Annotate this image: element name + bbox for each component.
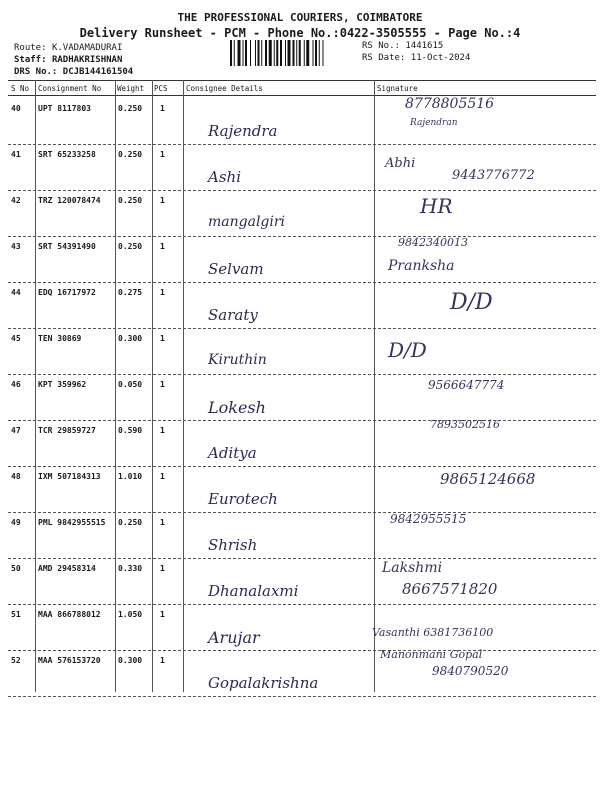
barcode-bar bbox=[261, 40, 262, 66]
barcode-bar bbox=[258, 40, 260, 66]
row-divider bbox=[8, 466, 596, 467]
weight-cell: 0.330 bbox=[118, 564, 143, 573]
sno-cell: 44 bbox=[11, 288, 21, 297]
weight-cell: 0.250 bbox=[118, 242, 143, 251]
pcs-cell: 1 bbox=[160, 196, 165, 205]
table-row bbox=[8, 648, 596, 702]
row-divider bbox=[8, 190, 596, 191]
sno-cell: 52 bbox=[11, 656, 21, 665]
sno-cell: 45 bbox=[11, 334, 21, 343]
row-divider bbox=[8, 144, 596, 145]
row-divider bbox=[8, 282, 596, 283]
rs-no-info bbox=[362, 41, 443, 51]
table-row bbox=[8, 472, 596, 518]
consignee-name: Lokesh bbox=[208, 398, 266, 417]
barcode-bar bbox=[245, 40, 247, 66]
sno-cell: 48 bbox=[11, 472, 21, 481]
pcs-cell: 1 bbox=[160, 334, 165, 343]
weight-cell: 0.250 bbox=[118, 150, 143, 159]
pcs-cell: 1 bbox=[160, 564, 165, 573]
signature-text: HR bbox=[420, 194, 453, 218]
weight-cell: 1.050 bbox=[118, 610, 143, 619]
table-row bbox=[8, 610, 596, 656]
consignee-name: Gopalakrishna bbox=[208, 674, 319, 692]
barcode-bar bbox=[299, 40, 301, 66]
table-row bbox=[8, 236, 596, 288]
sno-cell: 41 bbox=[11, 150, 21, 159]
consignment-no-cell: EDQ 16717972 bbox=[38, 288, 96, 297]
row-divider bbox=[8, 420, 596, 421]
consignee-name: Dhanalaxmi bbox=[208, 582, 299, 600]
consignee-name: Eurotech bbox=[208, 490, 278, 508]
header-sno: S No bbox=[11, 84, 30, 93]
row-divider bbox=[8, 236, 596, 237]
route-info bbox=[14, 43, 122, 53]
pcs-cell: 1 bbox=[160, 242, 165, 251]
table-row bbox=[8, 560, 596, 610]
signature-text: Lakshmi bbox=[382, 560, 443, 576]
barcode-bar bbox=[230, 40, 232, 66]
pcs-cell: 1 bbox=[160, 380, 165, 389]
signature-text: 9840790520 bbox=[432, 664, 509, 678]
row-divider bbox=[8, 650, 596, 651]
barcode-bar bbox=[274, 40, 275, 66]
table-row bbox=[8, 380, 596, 426]
barcode-bar bbox=[234, 40, 235, 66]
pcs-cell: 1 bbox=[160, 150, 165, 159]
sno-cell: 50 bbox=[11, 564, 21, 573]
barcode-bar bbox=[306, 40, 309, 66]
consignment-no-cell: TCR 29859727 bbox=[38, 426, 96, 435]
signature-text: 8667571820 bbox=[402, 580, 498, 598]
barcode-bar bbox=[296, 40, 297, 66]
sno-cell: 46 bbox=[11, 380, 21, 389]
consignee-name: Selvam bbox=[208, 260, 264, 278]
signature-text: D/D bbox=[388, 338, 427, 362]
pcs-cell: 1 bbox=[160, 518, 165, 527]
signature-text: Vasanthi 6381736100 bbox=[372, 626, 494, 639]
consignment-no-cell: AMD 29458314 bbox=[38, 564, 96, 573]
weight-cell: 0.050 bbox=[118, 380, 143, 389]
barcode-bar bbox=[319, 40, 320, 66]
sno-cell: 40 bbox=[11, 104, 21, 113]
sno-cell: 42 bbox=[11, 196, 21, 205]
rs-date-info bbox=[362, 53, 470, 63]
barcode-bar bbox=[276, 40, 278, 66]
barcode-bar bbox=[255, 40, 256, 66]
row-divider bbox=[8, 604, 596, 605]
barcode-bar bbox=[323, 40, 324, 66]
signature-text: 9566647774 bbox=[428, 378, 505, 392]
pcs-cell: 1 bbox=[160, 426, 165, 435]
signature-text: Pranksha bbox=[388, 258, 455, 274]
signature-text: 8778805516 bbox=[405, 96, 495, 112]
barcode-bar bbox=[250, 40, 251, 66]
barcode-bar bbox=[293, 40, 295, 66]
weight-cell: 0.275 bbox=[118, 288, 143, 297]
rs-no-value: 1441615 bbox=[405, 41, 444, 51]
table-header-rule bbox=[8, 95, 596, 96]
row-divider bbox=[8, 558, 596, 559]
barcode-bar bbox=[288, 40, 291, 66]
route-label: Route: bbox=[14, 43, 47, 53]
table-row bbox=[8, 196, 596, 242]
rs-date-label: RS Date: bbox=[362, 53, 406, 63]
signature-text: Abhi bbox=[385, 156, 416, 171]
row-divider bbox=[8, 328, 596, 329]
sno-cell: 51 bbox=[11, 610, 21, 619]
table-row bbox=[8, 512, 596, 564]
table-row bbox=[8, 96, 596, 150]
signature-text: Manonmani Gopal bbox=[380, 648, 483, 661]
weight-cell: 0.300 bbox=[118, 334, 143, 343]
consignment-no-cell: PML 9842955515 bbox=[38, 518, 106, 527]
drs-value: DCJB144161504 bbox=[62, 67, 134, 77]
runsheet-title: THE PROFESSIONAL COURIERS, COIMBATORE bbox=[177, 11, 423, 24]
weight-cell: 1.010 bbox=[118, 472, 143, 481]
consignment-no-cell: TEN 30869 bbox=[38, 334, 82, 343]
weight-cell: 0.250 bbox=[118, 104, 143, 113]
header-pcs: PCS bbox=[154, 84, 168, 93]
table-row bbox=[8, 288, 596, 334]
pcs-cell: 1 bbox=[160, 288, 165, 297]
barcode-bar bbox=[304, 40, 305, 66]
route-value: K.VADAMADURAI bbox=[51, 43, 123, 53]
signature-text: 9842955515 bbox=[390, 512, 467, 526]
consignment-no-cell: MAA 576153720 bbox=[38, 656, 101, 665]
consignment-no-cell: MAA 866788012 bbox=[38, 610, 101, 619]
consignee-name: mangalgiri bbox=[208, 214, 286, 230]
signature-text: D/D bbox=[450, 290, 493, 315]
barcode bbox=[230, 40, 356, 66]
weight-cell: 0.300 bbox=[118, 656, 143, 665]
pcs-cell: 1 bbox=[160, 104, 165, 113]
barcode-bar bbox=[315, 40, 317, 66]
consignment-no-cell: SRT 65233258 bbox=[38, 150, 96, 159]
signature-text: 9865124668 bbox=[440, 470, 536, 488]
consignment-no-cell: UPT 8117803 bbox=[38, 104, 91, 113]
barcode-bar bbox=[313, 40, 314, 66]
staff-value: RADHAKRISHNAN bbox=[51, 55, 123, 65]
signature-text: 9443776772 bbox=[452, 168, 535, 183]
rs-no-label: RS No.: bbox=[362, 41, 400, 51]
barcode-bar bbox=[243, 40, 244, 66]
table-top-rule bbox=[8, 80, 596, 81]
header-consignee-details: Consignee Details bbox=[186, 84, 263, 93]
pcs-cell: 1 bbox=[160, 656, 165, 665]
header-signature: Signature bbox=[377, 84, 418, 93]
signature-text: 7893502516 bbox=[430, 418, 500, 431]
barcode-bar bbox=[285, 40, 286, 66]
row-divider bbox=[8, 512, 596, 513]
table-row bbox=[8, 150, 596, 196]
row-divider bbox=[8, 374, 596, 375]
header-consignment-no: Consignment No bbox=[38, 84, 102, 93]
header-weight: Weight bbox=[117, 84, 145, 93]
consignee-name: Aditya bbox=[208, 444, 257, 462]
consignee-name: Ashi bbox=[208, 168, 241, 186]
sno-cell: 49 bbox=[11, 518, 21, 527]
consignment-no-cell: IXM 507184313 bbox=[38, 472, 101, 481]
drs-info bbox=[14, 67, 133, 77]
rs-date-value: 11-Oct-2024 bbox=[410, 53, 471, 63]
barcode-bar bbox=[269, 40, 272, 66]
barcode-bar bbox=[280, 40, 282, 66]
consignee-name: Kiruthin bbox=[208, 352, 267, 368]
staff-label: Staff: bbox=[14, 55, 47, 65]
consignment-no-cell: KPT 359962 bbox=[38, 380, 87, 389]
drs-label: DRS No.: bbox=[14, 67, 58, 77]
weight-cell: 0.250 bbox=[118, 196, 143, 205]
sno-cell: 43 bbox=[11, 242, 21, 251]
signature-text: 9842340013 bbox=[398, 236, 468, 249]
staff-info bbox=[14, 55, 122, 65]
table-row bbox=[8, 418, 596, 472]
consignee-name: Rajendra bbox=[208, 122, 278, 140]
consignment-no-cell: SRT 54391490 bbox=[38, 242, 96, 251]
sno-cell: 47 bbox=[11, 426, 21, 435]
weight-cell: 0.250 bbox=[118, 518, 143, 527]
pcs-cell: 1 bbox=[160, 610, 165, 619]
signature-text: Rajendran bbox=[410, 118, 458, 128]
pcs-cell: 1 bbox=[160, 472, 165, 481]
weight-cell: 0.590 bbox=[118, 426, 143, 435]
consignment-no-cell: TRZ 120078474 bbox=[38, 196, 101, 205]
consignee-name: Saraty bbox=[208, 306, 258, 324]
consignee-name: Arujar bbox=[208, 628, 260, 647]
row-divider bbox=[8, 696, 596, 697]
barcode-bar bbox=[265, 40, 267, 66]
runsheet-subtitle: Delivery Runsheet - PCM - Phone No.:0422-3505555 - Page No.:4 bbox=[79, 26, 521, 40]
barcode-bar bbox=[238, 40, 241, 66]
table-row bbox=[8, 334, 596, 380]
consignee-name: Shrish bbox=[208, 536, 258, 554]
